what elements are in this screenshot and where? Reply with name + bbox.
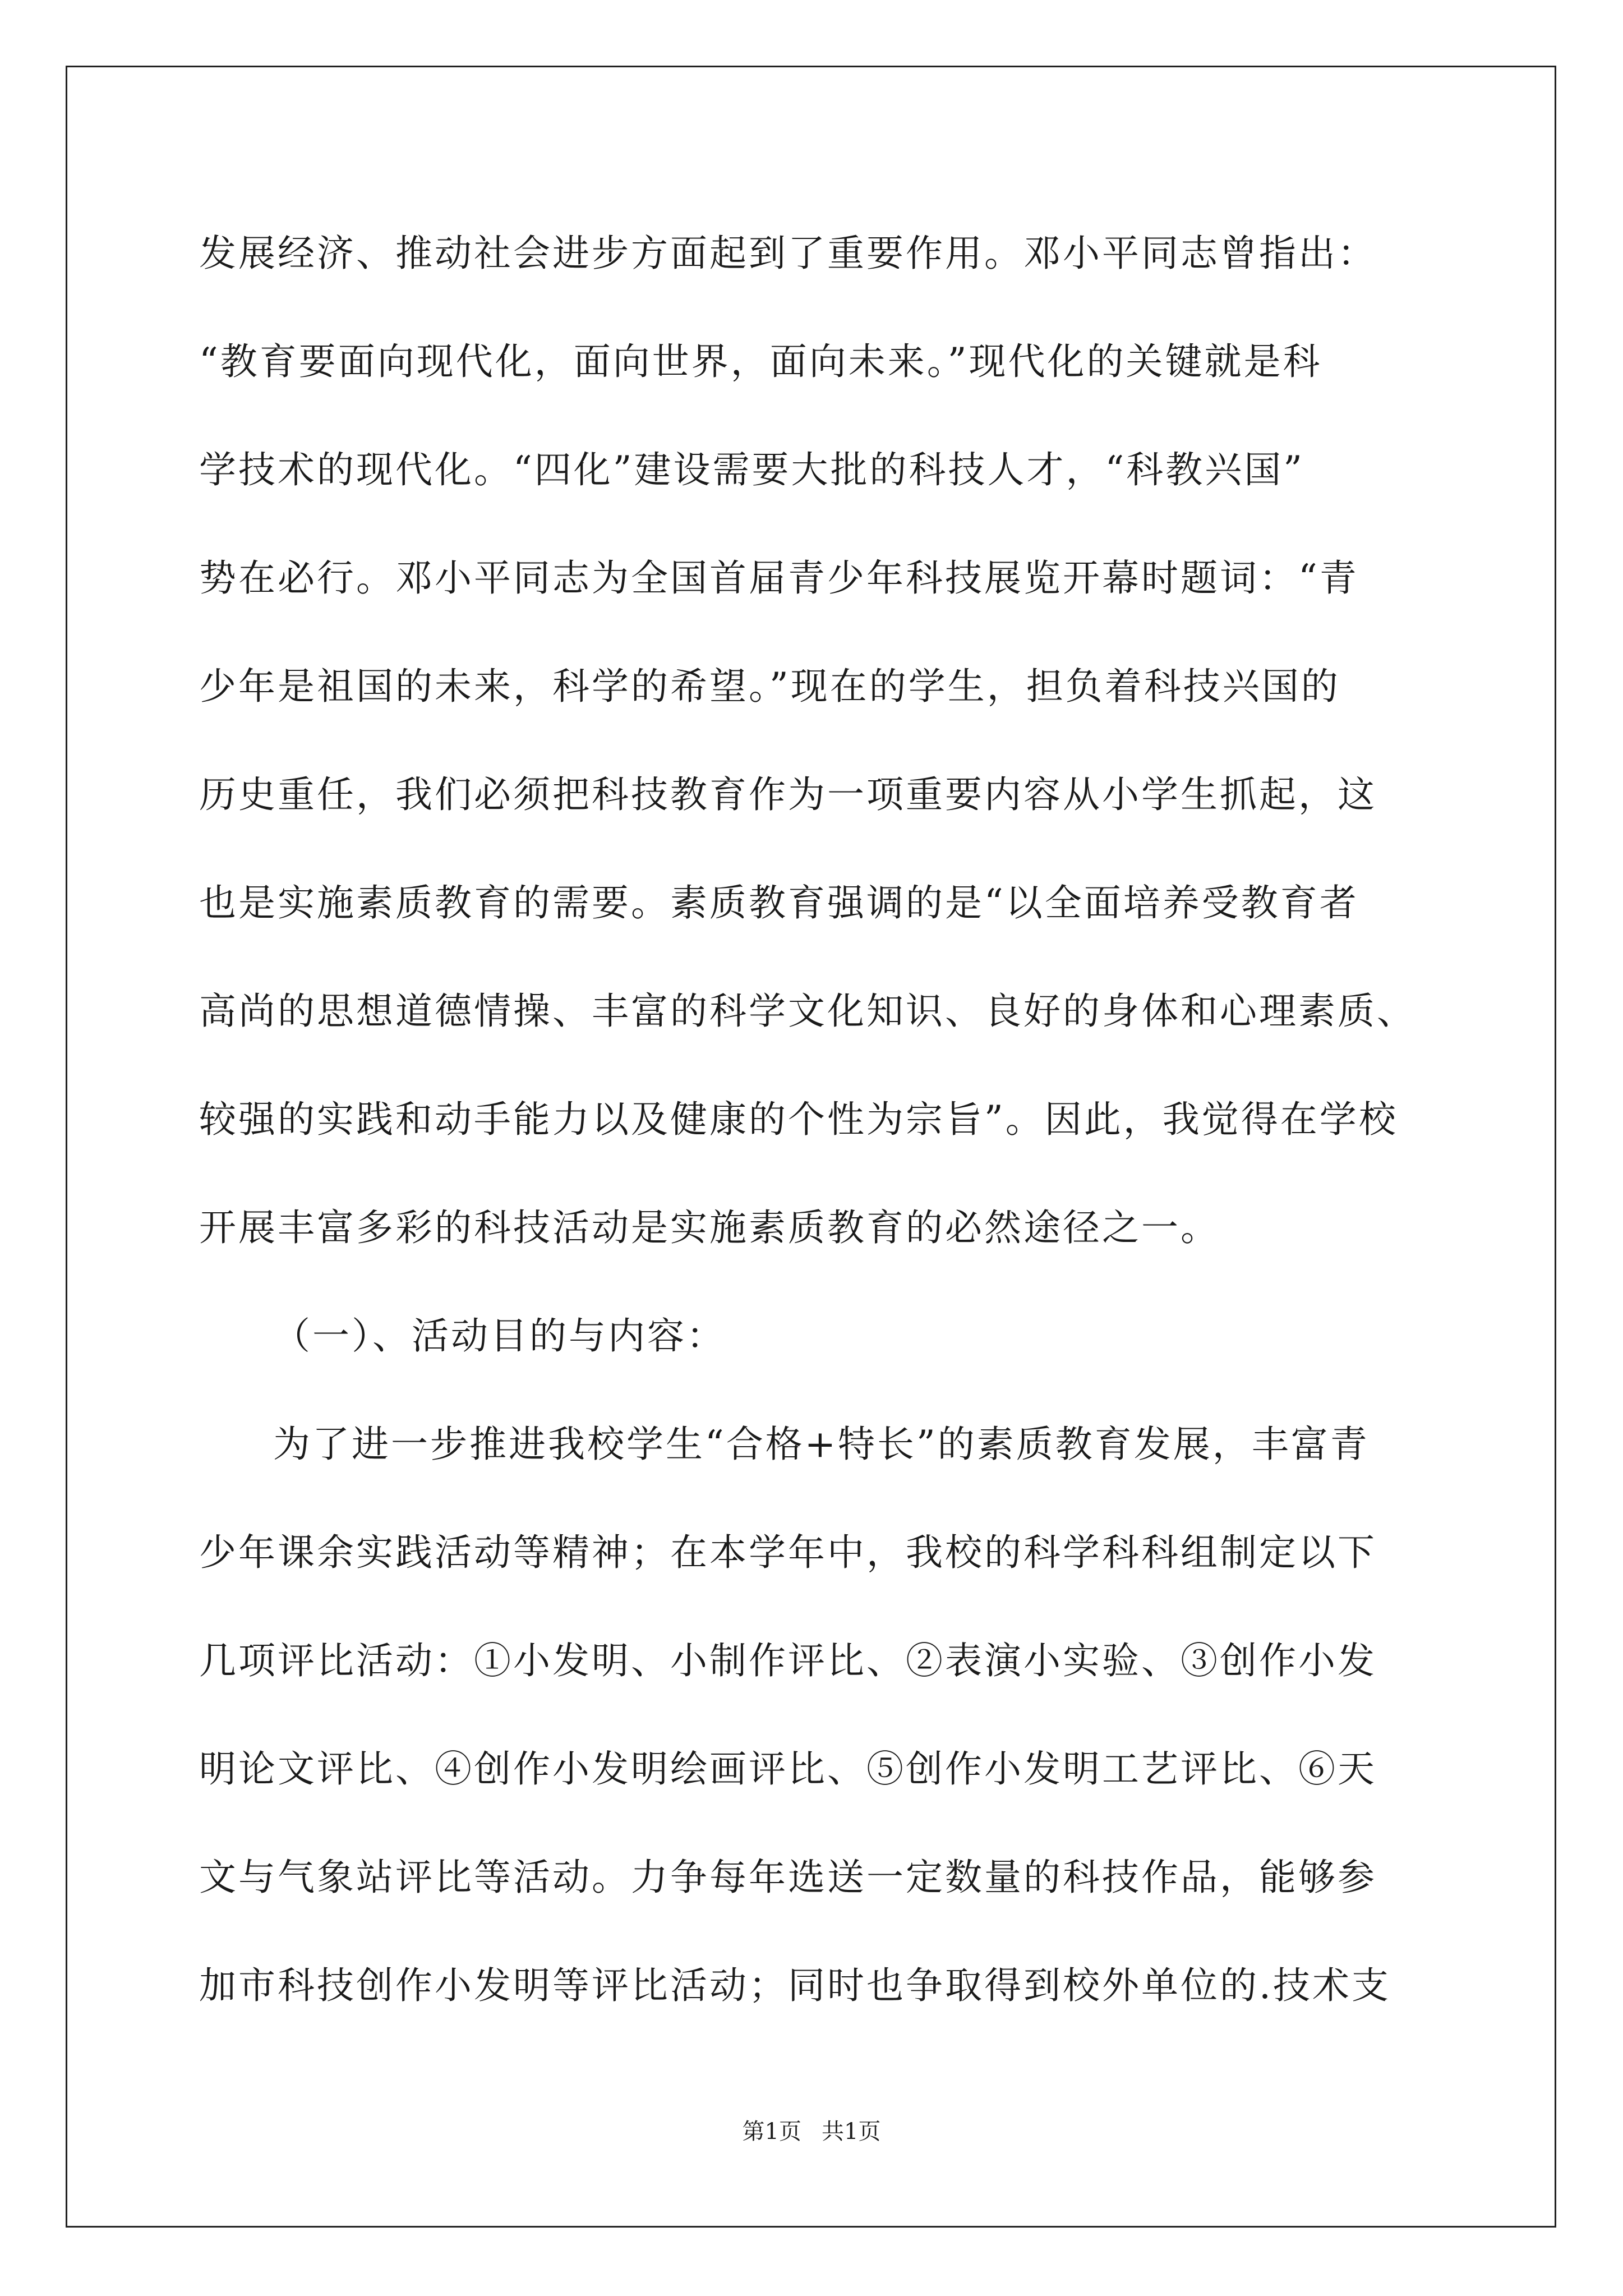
text-line: 加市科技创作小发明等评比活动；同时也争取得到校外单位的.技术支 bbox=[199, 1964, 1391, 2007]
text-line: 几项评比活动：①小发明、小制作评比、②表演小实验、③创作小发 bbox=[199, 1639, 1377, 1682]
text-line: 高尚的思想道德情操、丰富的科学文化知识、良好的身体和心理素质、 bbox=[199, 990, 1416, 1033]
page-total: 共1页 bbox=[822, 2119, 881, 2145]
text-line: 较强的实践和动手能力以及健康的个性为宗旨”。因此，我觉得在学校 bbox=[199, 1098, 1398, 1141]
text-line: “教育要面向现代化，面向世界，面向未来。”现代化的关键就是科 bbox=[199, 340, 1322, 383]
text-line: 发展经济、推动社会进步方面起到了重要作用。邓小平同志曾指出： bbox=[199, 232, 1377, 275]
paragraph-first-line: 为了进一步推进我校学生“合格+特长”的素质教育发展，丰富青 bbox=[273, 1423, 1370, 1466]
text-line: 势在必行。邓小平同志为全国首届青少年科技展览开幕时题词：“青 bbox=[199, 556, 1359, 600]
text-line: 历史重任，我们必须把科技教育作为一项重要内容从小学生抓起，这 bbox=[199, 773, 1377, 816]
section-heading: （一）、活动目的与内容： bbox=[273, 1314, 726, 1358]
text-line: 少年课余实践活动等精神；在本学年中，我校的科学科科组制定以下 bbox=[199, 1531, 1377, 1574]
text-line: 文与气象站评比等活动。力争每年选送一定数量的科技作品，能够参 bbox=[199, 1856, 1377, 1899]
document-body bbox=[199, 199, 1444, 2040]
text-line: 少年是祖国的未来，科学的希望。”现在的学生，担负着科技兴国的 bbox=[199, 665, 1340, 708]
page-footer bbox=[0, 2115, 1623, 2148]
text-line: 学技术的现代化。“四化”建设需要大批的科技人才，“科教兴国” bbox=[199, 448, 1304, 491]
text-line: 也是实施素质教育的需要。素质教育强调的是“以全面培养受教育者 bbox=[199, 881, 1359, 924]
text-line: 明论文评比、④创作小发明绘画评比、⑤创作小发明工艺评比、⑥天 bbox=[199, 1747, 1377, 1791]
text-line: 开展丰富多彩的科技活动是实施素质教育的必然途径之一。 bbox=[199, 1206, 1220, 1249]
page-number: 第1页 bbox=[742, 2119, 801, 2145]
